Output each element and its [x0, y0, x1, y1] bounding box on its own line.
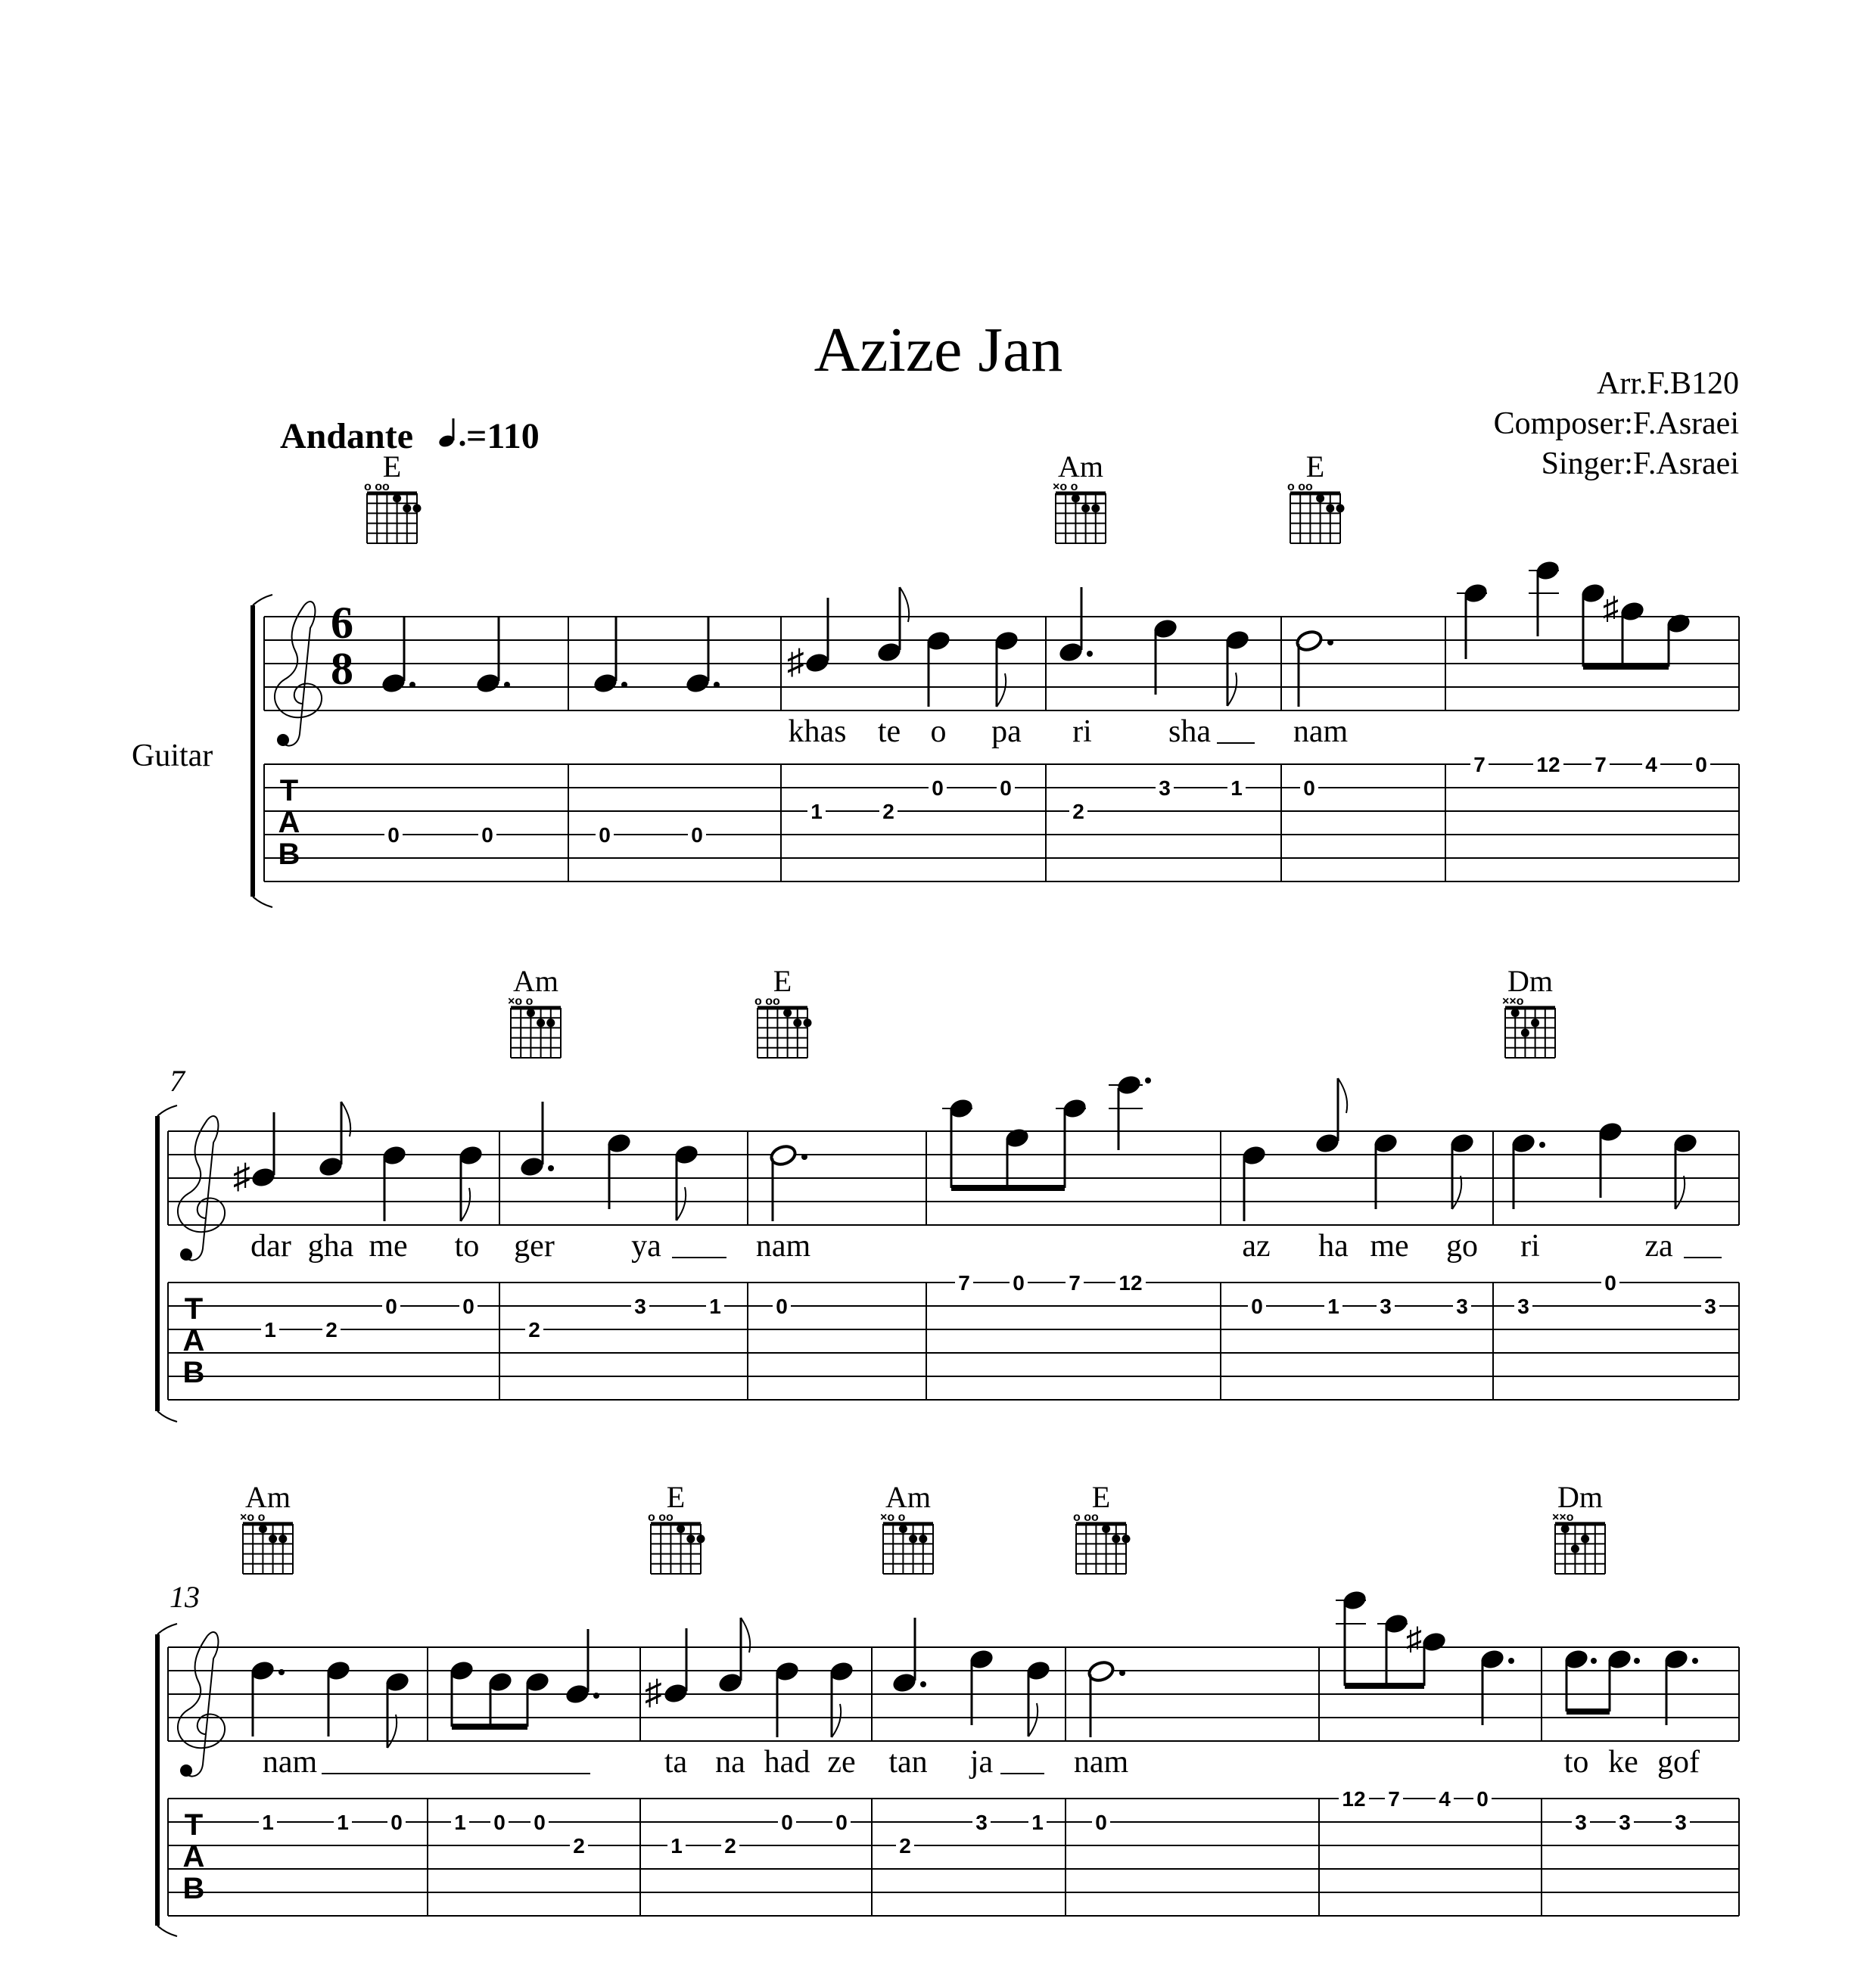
fret-number: 3 [1517, 1295, 1529, 1318]
chord-diagram [880, 1480, 933, 1574]
lyric-syllable: me [369, 1229, 408, 1264]
tab-clef-t: T [184, 1808, 204, 1842]
fret-number: 1 [1230, 776, 1243, 800]
lyric-syllable: pa [991, 714, 1022, 749]
standard-staff [168, 1647, 1739, 1741]
fret-number: 1 [1031, 1811, 1044, 1834]
lyric-syllable: za [1644, 1229, 1673, 1264]
fret-number: 1 [264, 1318, 276, 1342]
fret-number: 3 [975, 1811, 988, 1834]
lyric-syllable: nam [1073, 1745, 1129, 1780]
chord-name: E [773, 964, 792, 998]
fret-number: 2 [528, 1318, 540, 1342]
measure-number: 13 [170, 1580, 200, 1614]
fret-number: 0 [835, 1811, 848, 1834]
open-muted-strings: o oo [1287, 480, 1313, 493]
fret-number: 0 [1251, 1295, 1263, 1318]
fret-number: 0 [390, 1811, 403, 1834]
fret-number: 3 [1619, 1811, 1631, 1834]
notes [249, 1589, 1698, 1748]
chord-diagram [364, 449, 422, 543]
fret-number: 0 [1303, 776, 1315, 800]
chord-name: Dm [1507, 964, 1553, 998]
fret-number: 0 [1695, 753, 1707, 776]
chord-diagram [754, 964, 812, 1058]
fret-number: 0 [534, 1811, 546, 1834]
tempo-label: Andante [280, 416, 414, 456]
fret-number: 3 [1456, 1295, 1468, 1318]
fret-number: 0 [781, 1811, 793, 1834]
fret-number: 3 [1675, 1811, 1687, 1834]
lyric-syllable: to [1563, 1745, 1589, 1780]
fret-number: 0 [1604, 1271, 1616, 1295]
dotted-quarter-note-icon [437, 418, 465, 449]
time-signature-bottom: 8 [331, 644, 353, 694]
fret-number: 0 [691, 823, 703, 847]
time-signature [331, 598, 353, 694]
fret-number: 4 [1439, 1787, 1451, 1811]
system-2 [157, 1064, 1739, 1422]
fret-number: 1 [1327, 1295, 1339, 1318]
fret-number: 2 [325, 1318, 338, 1342]
chord-diagram [1053, 449, 1106, 543]
fret-number: 7 [1594, 753, 1607, 776]
fret-number: 0 [385, 1295, 397, 1318]
fret-number: 7 [1473, 753, 1486, 776]
lyrics-line-2 [250, 1229, 1722, 1264]
fret-number: 1 [454, 1811, 466, 1834]
lyric-syllable: khas [788, 714, 847, 749]
fret-number: 0 [599, 823, 611, 847]
lyric-syllable: nam [262, 1745, 318, 1780]
fret-number: 0 [462, 1295, 474, 1318]
composer-credit: Composer:F.Asraei [1493, 406, 1739, 441]
fret-number: 0 [1013, 1271, 1025, 1295]
fret-number: 2 [1072, 800, 1084, 823]
treble-clef-icon [178, 1632, 225, 1777]
tempo-bpm: =110 [466, 416, 540, 456]
tab-clef-a: A [182, 1840, 205, 1873]
lyric-syllable: nam [1293, 714, 1349, 749]
system-1 [253, 559, 1739, 907]
tab-clef-a: A [182, 1324, 205, 1357]
instrument-label: Guitar [132, 738, 213, 773]
tab-clef-a: A [278, 806, 300, 839]
fret-number: 0 [1000, 776, 1012, 800]
notes [380, 559, 1692, 707]
fret-number: 7 [1069, 1271, 1081, 1295]
open-muted-strings: ××o [1552, 1511, 1574, 1524]
chord-diagram [240, 1480, 293, 1574]
tab-staff [264, 753, 1739, 881]
fret-number: 2 [899, 1834, 911, 1858]
fret-number: 0 [776, 1295, 788, 1318]
notes [233, 1074, 1699, 1221]
chord-name: Am [1058, 449, 1103, 483]
chord-name: Am [245, 1480, 291, 1514]
fret-number: 0 [387, 823, 400, 847]
treble-clef-icon [275, 602, 322, 746]
chord-name: Am [513, 964, 558, 998]
lyric-syllable: o [930, 714, 947, 749]
lyric-syllable: to [454, 1229, 480, 1264]
time-signature-top: 6 [331, 598, 353, 648]
open-muted-strings: o oo [648, 1511, 674, 1524]
open-muted-strings: ×o o [1053, 480, 1078, 493]
svg-text:♯: ♯ [787, 642, 804, 681]
tab-clef-b: B [182, 1872, 205, 1905]
fret-number: 3 [1380, 1295, 1392, 1318]
fret-number: 3 [1159, 776, 1171, 800]
tab-clef-t: T [184, 1292, 204, 1326]
chord-diagram [1502, 964, 1555, 1058]
chord-grid-icon [758, 1008, 812, 1058]
lyric-syllable: tan [888, 1745, 928, 1780]
chord-grid-icon [1505, 1008, 1555, 1058]
fret-number: 1 [262, 1811, 274, 1834]
tab-staff [168, 1271, 1739, 1400]
fret-number: 1 [709, 1295, 721, 1318]
chord-diagram [1287, 449, 1345, 543]
lyric-syllable: gha [307, 1229, 354, 1264]
svg-text:♯: ♯ [645, 1673, 662, 1712]
chord-grid-icon [1056, 493, 1106, 543]
fret-number: 12 [1118, 1271, 1143, 1295]
system-3 [157, 1580, 1739, 1936]
lyric-syllable: sha [1168, 714, 1211, 749]
tempo-marking [280, 416, 540, 456]
chord-grid-icon [1076, 1524, 1131, 1574]
chord-grid-icon [1290, 493, 1345, 543]
fret-number: 0 [493, 1811, 506, 1834]
chord-grid-icon [883, 1524, 933, 1574]
measure-number: 7 [170, 1064, 185, 1098]
lyric-syllable: go [1446, 1229, 1478, 1264]
lyrics-line-1 [789, 714, 1349, 749]
svg-text:♯: ♯ [1406, 1622, 1422, 1657]
chord-name: E [382, 449, 402, 483]
chord-grid-icon [651, 1524, 705, 1574]
lyric-syllable: nam [755, 1229, 811, 1264]
standard-staff [168, 1131, 1739, 1225]
fret-number: 1 [810, 800, 823, 823]
open-muted-strings: o oo [754, 995, 780, 1008]
tab-clef-t: T [279, 774, 299, 807]
fret-number: 0 [1095, 1811, 1107, 1834]
fret-number: 2 [882, 800, 894, 823]
fret-number: 2 [724, 1834, 736, 1858]
chord-name: E [1091, 1480, 1111, 1514]
chord-diagrams [240, 449, 1605, 1574]
standard-staff [264, 617, 1739, 710]
svg-text:♯: ♯ [233, 1157, 250, 1195]
tab-clef-b: B [182, 1356, 205, 1389]
chord-grid-icon [367, 493, 422, 543]
tab-staff [168, 1787, 1739, 1916]
open-muted-strings: o oo [364, 480, 390, 493]
lyric-syllable: gof [1657, 1745, 1700, 1780]
fret-number: 12 [1342, 1787, 1366, 1811]
svg-text:♯: ♯ [1603, 592, 1619, 626]
lyric-syllable: me [1370, 1229, 1409, 1264]
open-muted-strings: ×o o [240, 1511, 266, 1524]
lyric-syllable: ke [1608, 1745, 1638, 1780]
lyric-syllable: ri [1520, 1229, 1540, 1264]
chord-grid-icon [243, 1524, 293, 1574]
lyric-syllable: ta [664, 1745, 688, 1780]
chord-name: E [1305, 449, 1325, 483]
chord-name: E [666, 1480, 686, 1514]
fret-number: 2 [573, 1834, 585, 1858]
fret-number: 3 [634, 1295, 646, 1318]
lyric-syllable: te [877, 714, 901, 749]
lyrics-line-3 [263, 1745, 1700, 1780]
lyric-syllable: dar [250, 1229, 291, 1264]
lyric-syllable: ger [514, 1229, 555, 1264]
chord-name: Dm [1557, 1480, 1603, 1514]
fret-number: 0 [932, 776, 944, 800]
open-muted-strings: ×o o [880, 1511, 906, 1524]
lyric-syllable: na [715, 1745, 745, 1780]
singer-credit: Singer:F.Asraei [1541, 446, 1739, 481]
tab-clef-b: B [278, 838, 300, 871]
chord-diagram [1552, 1480, 1605, 1574]
fret-number: 7 [1388, 1787, 1400, 1811]
lyric-syllable: az [1242, 1229, 1271, 1264]
fret-number: 0 [1476, 1787, 1489, 1811]
chord-name: Am [885, 1480, 931, 1514]
score-title: Azize Jan [814, 315, 1063, 385]
lyric-syllable: ja [969, 1745, 994, 1780]
chord-grid-icon [511, 1008, 561, 1058]
fret-number: 3 [1704, 1295, 1716, 1318]
fret-number: 4 [1645, 753, 1657, 776]
chord-diagram [648, 1480, 705, 1574]
chord-grid-icon [1555, 1524, 1605, 1574]
lyric-syllable: ze [827, 1745, 856, 1780]
lyric-syllable: had [764, 1745, 810, 1780]
fret-number: 0 [481, 823, 493, 847]
lyric-syllable: ya [631, 1229, 661, 1264]
open-muted-strings: o oo [1073, 1511, 1099, 1524]
arranger-credit: Arr.F.B120 [1597, 366, 1739, 401]
open-muted-strings: ×o o [508, 995, 534, 1008]
fret-number: 12 [1536, 753, 1560, 776]
lyric-syllable: ri [1072, 714, 1092, 749]
open-muted-strings: ××o [1502, 995, 1524, 1008]
fret-number: 1 [337, 1811, 349, 1834]
fret-number: 3 [1575, 1811, 1587, 1834]
chord-diagram [1073, 1480, 1131, 1574]
treble-clef-icon [178, 1116, 225, 1261]
fret-number: 7 [958, 1271, 970, 1295]
chord-diagram [508, 964, 561, 1058]
lyric-syllable: ha [1318, 1229, 1349, 1264]
fret-number: 1 [670, 1834, 683, 1858]
